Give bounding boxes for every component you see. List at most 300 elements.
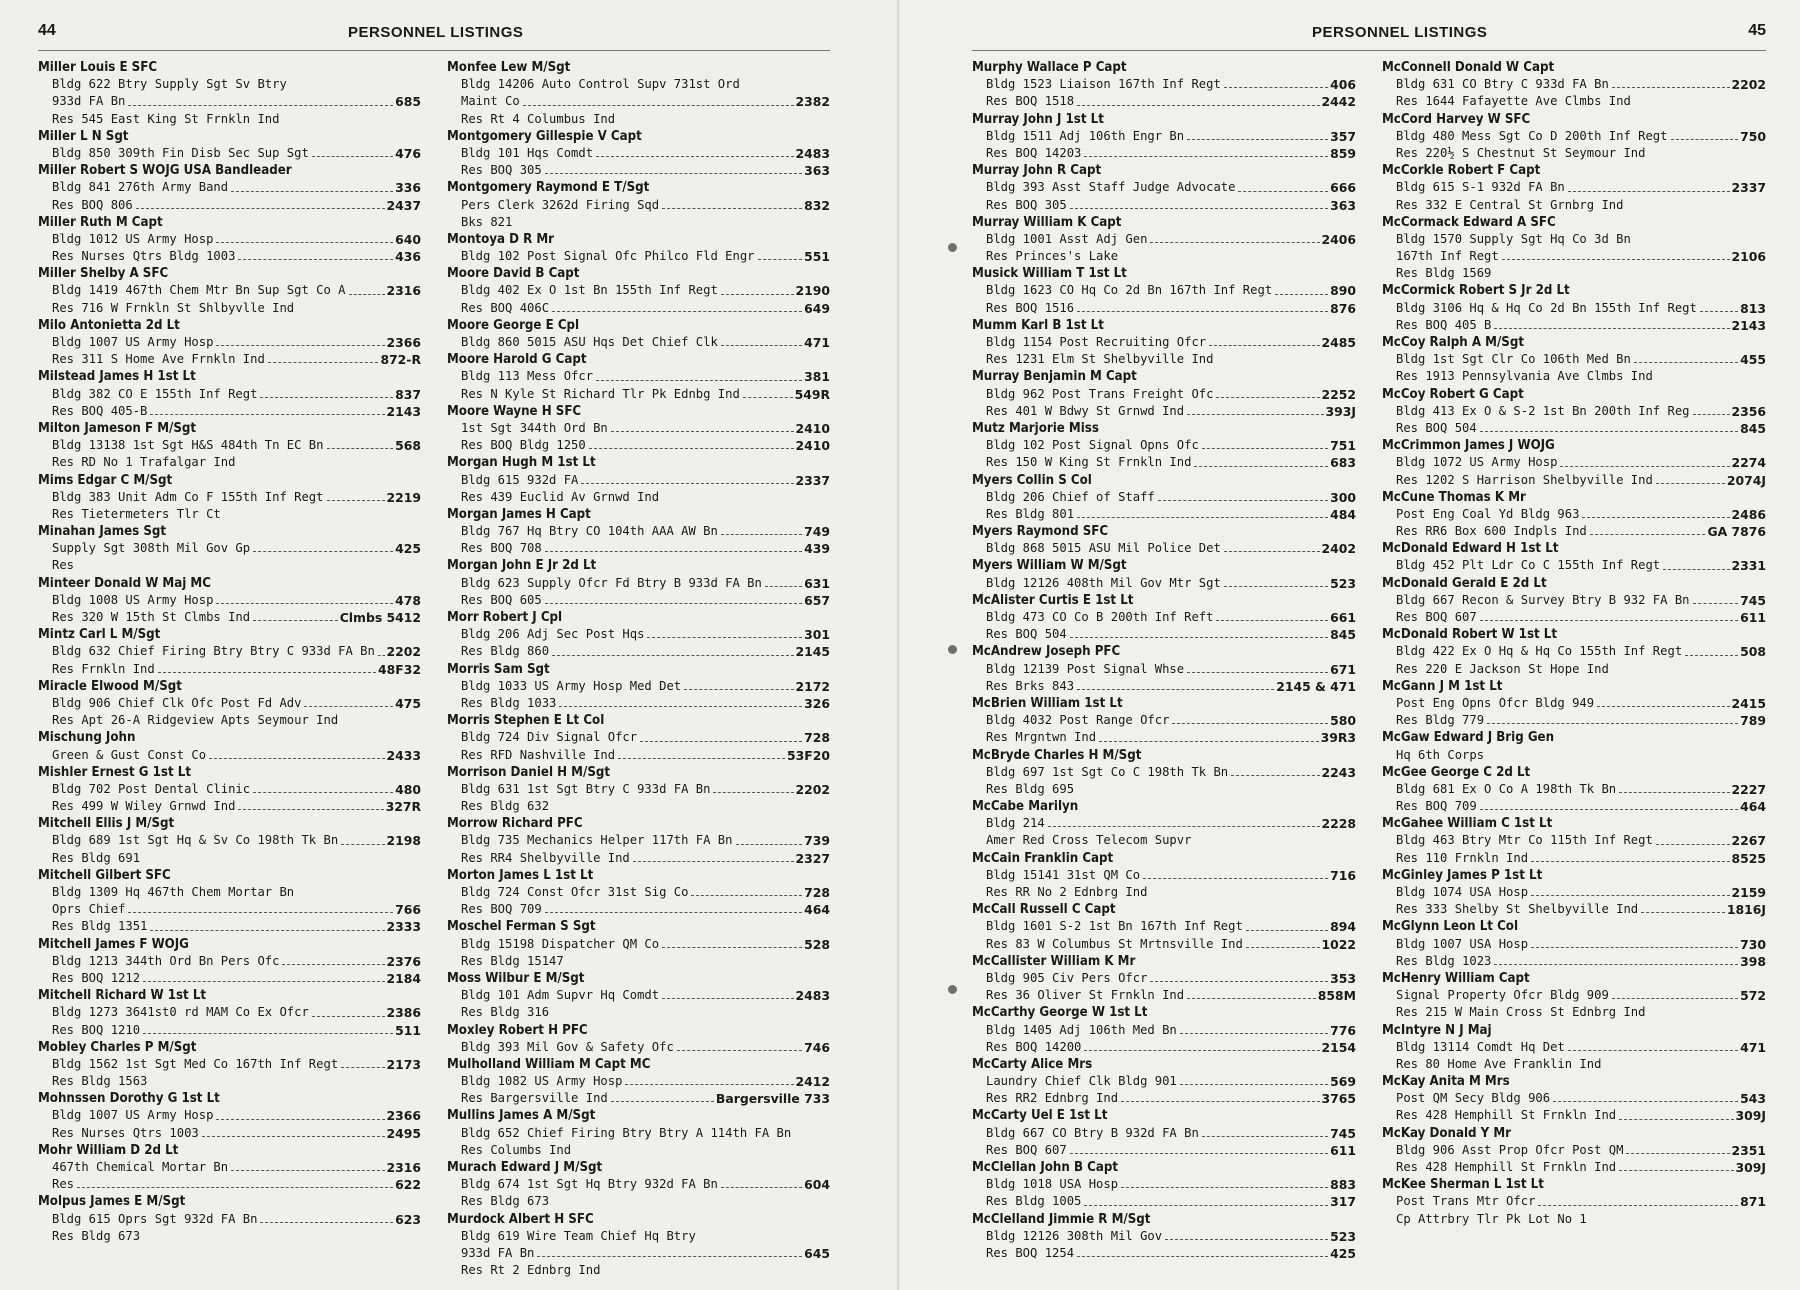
entry-detail: Supply Sgt 308th Mil Gov Gp	[52, 541, 251, 556]
entry-detail: Res BOQ 1518	[986, 94, 1075, 109]
entry-detail: Res 1913 Pennsylvania Ave Clmbs Ind	[1396, 369, 1653, 384]
dot-leader	[545, 540, 802, 552]
listing-entry	[38, 1193, 421, 1245]
dot-leader	[216, 334, 384, 346]
entry-detail: Bldg 841 276th Army Band	[52, 180, 229, 195]
phone-extension: 2145 & 471	[1276, 678, 1356, 694]
phone-extension: 523	[1330, 575, 1356, 591]
dot-leader	[1224, 76, 1328, 88]
dot-leader	[268, 351, 379, 363]
entry-detail: Res Princes's Lake	[986, 249, 1119, 264]
entry-detail: Bldg 623 Supply Ofcr Fd Btry B 933d FA Bn	[461, 575, 762, 590]
entry-detail-line	[972, 76, 1356, 93]
entry-detail-line	[972, 575, 1356, 592]
entry-detail: Bldg 735 Mechanics Helper 117th FA Bn	[461, 833, 733, 848]
entry-detail: Res RR6 Box 600 Indpls Ind	[1396, 524, 1587, 539]
listing-entry	[447, 661, 830, 713]
entry-detail: Res	[52, 1177, 75, 1192]
dot-leader	[238, 248, 393, 260]
page-title: PERSONNEL LISTINGS	[348, 24, 524, 41]
dot-leader	[618, 747, 785, 759]
entry-name: Minahan James Sgt	[38, 524, 167, 540]
entry-detail-line	[38, 248, 421, 265]
entry-detail-line	[972, 987, 1356, 1004]
entry-detail-line	[447, 643, 830, 660]
entry-detail: Bldg 102 Post Signal Opns Ofc	[986, 438, 1199, 453]
dot-leader	[1216, 386, 1319, 398]
entry-name: Mischung John	[38, 730, 136, 746]
phone-extension: 2333	[386, 919, 421, 935]
entry-detail-line	[1382, 643, 1766, 660]
entry-detail-line	[1382, 1211, 1766, 1228]
entry-name: McCune Thomas K Mr	[1382, 489, 1526, 505]
entry-detail-line	[972, 609, 1356, 626]
entry-detail: Res BOQ 406C	[461, 300, 550, 315]
entry-detail-line	[447, 214, 830, 231]
entry-detail: Laundry Chief Clk Bldg 901	[986, 1074, 1177, 1089]
entry-detail-line	[447, 437, 830, 454]
entry-detail-line	[972, 970, 1356, 987]
entry-detail: Res BOQ 1254	[986, 1245, 1075, 1260]
phone-extension: 730	[1740, 936, 1766, 952]
entry-name: Montgomery Raymond E T/Sgt	[447, 180, 650, 196]
phone-extension: 883	[1330, 1177, 1356, 1193]
entry-detail: Bldg 1562 1st Sgt Med Co 167th Inf Regt	[52, 1056, 339, 1071]
entry-detail: Res Bldg 1033	[461, 695, 557, 710]
entry-detail: Bldg 383 Unit Adm Co F 155th Inf Regt	[52, 489, 324, 504]
entry-detail-line	[447, 901, 830, 918]
entry-detail: Res 428 Hemphill St Frnkln Ind	[1396, 1160, 1617, 1174]
phone-extension: 357	[1330, 128, 1356, 144]
listing-entry	[972, 1211, 1356, 1263]
entry-detail-line	[38, 1211, 421, 1228]
dot-leader	[677, 1039, 802, 1051]
listing-entry	[1382, 678, 1766, 730]
entry-detail-line	[447, 626, 830, 643]
phone-extension: 604	[804, 1177, 830, 1193]
entry-detail: Res Brks 843	[986, 678, 1075, 693]
binding-hole-mark	[948, 645, 957, 654]
listing-columns	[38, 59, 830, 1279]
entry-detail: Bldg 206 Adj Sec Post Hqs	[461, 627, 645, 642]
phone-extension: 475	[395, 695, 421, 711]
entry-detail-line	[972, 712, 1356, 729]
dot-leader	[1084, 145, 1328, 157]
phone-extension: 2202	[1731, 77, 1766, 93]
dot-leader	[1194, 454, 1328, 466]
entry-detail-line	[38, 76, 421, 93]
phone-extension: 2243	[1321, 764, 1356, 780]
entry-name: Morrison Daniel H M/Sgt	[447, 764, 611, 780]
entry-name: McDonald Gerald E 2d Lt	[1382, 575, 1547, 591]
dot-leader	[312, 145, 393, 157]
phone-extension: 2376	[386, 953, 421, 969]
phone-extension: 2366	[386, 335, 421, 350]
listing-entry	[972, 523, 1356, 557]
entry-detail-line	[1382, 351, 1766, 368]
entry-detail: Bldg 102 Post Signal Ofc Philco Fld Engr	[461, 249, 755, 264]
listing-columns	[972, 59, 1766, 1262]
entry-name: Milo Antonietta 2d Lt	[38, 317, 180, 333]
entry-name: Morgan John E Jr 2d Lt	[447, 558, 597, 574]
phone-extension: 464	[1740, 799, 1766, 815]
entry-detail: Bldg 1008 US Army Hosp	[52, 592, 214, 607]
entry-name: Milton Jameson F M/Sgt	[38, 420, 197, 436]
entry-name: Murach Edward J M/Sgt	[447, 1160, 603, 1175]
entry-detail: Bldg 667 CO Btry B 932d FA Bn	[986, 1125, 1199, 1140]
listing-entry	[1382, 970, 1766, 1022]
listing-entry	[1382, 59, 1766, 111]
phone-extension: 2227	[1731, 781, 1766, 797]
entry-detail: Res Bldg 801	[986, 506, 1075, 521]
listing-entry	[38, 523, 421, 575]
listing-entry	[972, 850, 1356, 902]
entry-detail: Bks 821	[461, 214, 513, 229]
entry-name: McAndrew Joseph PFC	[972, 644, 1121, 660]
phone-extension: 511	[395, 1022, 421, 1038]
entry-detail-line	[1382, 936, 1766, 953]
entry-name: Mitchell Ellis J M/Sgt	[38, 816, 175, 832]
dot-leader	[1480, 420, 1738, 432]
entry-detail: Res Nurses Qtrs Bldg 1003	[52, 249, 236, 264]
entry-name: Morton James L 1st Lt	[447, 867, 594, 883]
entry-detail-line	[1382, 403, 1766, 420]
entry-detail-line	[447, 575, 830, 592]
entry-detail-line	[38, 93, 421, 110]
entry-detail-line	[38, 334, 421, 351]
entry-detail-line	[1382, 93, 1766, 110]
entry-detail: Res 110 Frnkln Ind	[1396, 850, 1529, 865]
listing-entry	[972, 111, 1356, 163]
phone-extension: 2437	[386, 197, 421, 213]
listing-entry	[38, 59, 421, 128]
phone-extension: 580	[1330, 713, 1356, 729]
listing-entry	[447, 712, 830, 764]
phone-extension: 645	[804, 1245, 830, 1261]
listing-entry	[1382, 111, 1766, 163]
entry-detail: Bldg 667 Recon & Survey Btry B 932 FA Bn	[1396, 592, 1690, 607]
dot-leader	[589, 437, 794, 449]
entry-detail: Res Frnkln Ind	[52, 661, 155, 676]
entry-name: Mobley Charles P M/Sgt	[38, 1039, 197, 1055]
dot-leader	[1231, 764, 1319, 776]
entry-detail: 467th Chemical Mortar Bn	[52, 1160, 229, 1174]
phone-extension: 2190	[795, 283, 830, 299]
entry-detail: Bldg 631 CO Btry C 933d FA Bn	[1396, 77, 1609, 92]
phone-extension: 649	[804, 300, 830, 316]
entry-name: McHenry William Capt	[1382, 970, 1530, 986]
entry-detail-line	[447, 987, 830, 1004]
entry-detail-line	[1382, 76, 1766, 93]
entry-detail: Res BOQ 504	[1396, 420, 1477, 435]
entry-detail-line	[38, 712, 421, 729]
entry-detail: Bldg 463 Btry Mtr Co 115th Inf Regt	[1396, 833, 1653, 848]
dot-leader	[216, 231, 393, 243]
entry-detail: Bldg 1273 3641st0 rd MAM Co Ex Ofcr	[52, 1005, 309, 1020]
entry-name: McDonald Robert W 1st Lt	[1382, 627, 1558, 643]
listing-column	[38, 59, 421, 1279]
entry-detail: Green & Gust Const Co	[52, 747, 207, 762]
entry-detail-line	[447, 729, 830, 746]
entry-detail-line	[972, 437, 1356, 454]
entry-name: McBrien William 1st Lt	[972, 695, 1123, 711]
entry-detail-line	[38, 231, 421, 248]
phone-extension: 3765	[1321, 1091, 1356, 1107]
dot-leader	[1494, 317, 1729, 329]
entry-detail-line	[38, 850, 421, 867]
entry-detail-line	[447, 592, 830, 609]
entry-detail-line	[1382, 661, 1766, 678]
entry-name: Morgan James H Capt	[447, 506, 591, 522]
entry-detail-line	[38, 592, 421, 609]
dot-leader	[581, 472, 793, 484]
phone-extension: 480	[395, 781, 421, 797]
entry-name: McKay Anita M Mrs	[1382, 1074, 1510, 1090]
listing-entry	[447, 764, 830, 816]
dot-leader	[1671, 128, 1739, 140]
phone-extension: 439	[804, 541, 830, 557]
entry-detail-line	[38, 540, 421, 557]
phone-extension: 2410	[795, 438, 830, 454]
phone-extension: 716	[1330, 867, 1356, 883]
entry-detail: Bldg 15198 Dispatcher QM Co	[461, 936, 660, 951]
phone-extension: 661	[1330, 610, 1356, 625]
page-title: PERSONNEL LISTINGS	[1312, 24, 1488, 41]
entry-detail: Res 333 Shelby St Shelbyville Ind	[1396, 902, 1639, 917]
entry-detail-line	[972, 764, 1356, 781]
entry-name: McGaw Edward J Brig Gen	[1382, 730, 1555, 746]
entry-name: Moschel Ferman S Sgt	[447, 919, 596, 935]
entry-detail: Post QM Secy Bldg 906	[1396, 1091, 1551, 1106]
entry-detail: Res 439 Euclid Av Grnwd Ind	[461, 489, 660, 504]
dot-leader	[721, 523, 802, 535]
listing-entry	[972, 747, 1356, 799]
phone-extension: 406	[1330, 77, 1356, 93]
phone-extension: 745	[1740, 592, 1766, 608]
entry-detail: Bldg 697 1st Sgt Co C 198th Tk Bn	[986, 764, 1229, 779]
dot-leader	[1685, 643, 1738, 655]
entry-detail-line	[447, 334, 830, 351]
entry-detail-line	[972, 334, 1356, 351]
dot-leader	[349, 282, 385, 294]
phone-extension: 48F32	[378, 661, 421, 677]
phone-extension: 309J	[1735, 1108, 1766, 1124]
phone-extension: 2184	[386, 970, 421, 986]
entry-name: McCabe Marilyn	[972, 799, 1079, 815]
listing-entry	[38, 214, 421, 266]
dot-leader	[633, 850, 794, 862]
phone-extension: 845	[1740, 420, 1766, 436]
entry-name: Moore David B Capt	[447, 266, 580, 282]
dot-leader	[327, 489, 385, 501]
entry-detail-line	[447, 781, 830, 798]
entry-detail-line	[38, 884, 421, 901]
phone-extension: 671	[1330, 661, 1356, 677]
phone-extension: 2410	[795, 420, 830, 436]
phone-extension: 2327	[795, 850, 830, 866]
entry-detail: Cp Attrbry Tlr Pk Lot No 1	[1396, 1211, 1587, 1226]
entry-detail-line	[1382, 523, 1766, 540]
entry-detail-line	[447, 1004, 830, 1021]
entry-detail-line	[1382, 695, 1766, 712]
entry-detail-line	[38, 282, 421, 299]
listing-entry	[447, 1056, 830, 1108]
entry-detail-line	[972, 197, 1356, 214]
dot-leader	[625, 1073, 793, 1085]
entry-name: Mullins James A M/Sgt	[447, 1108, 596, 1124]
dot-leader	[1070, 1142, 1328, 1154]
entry-detail-line	[38, 300, 421, 317]
phone-extension: 2356	[1731, 403, 1766, 419]
entry-detail: Res Rt 4 Columbus Ind	[461, 111, 616, 126]
phone-extension: 353	[1330, 970, 1356, 986]
phone-extension: 363	[804, 163, 830, 179]
entry-detail: Res 80 Home Ave Franklin Ind	[1396, 1056, 1602, 1071]
entry-detail: Res 220 E Jackson St Hope Ind	[1396, 661, 1609, 676]
entry-detail-line	[447, 93, 830, 110]
phone-extension: 301	[804, 627, 830, 643]
phone-extension: 327R	[385, 799, 421, 815]
dot-leader	[736, 832, 803, 844]
dot-leader	[1224, 540, 1320, 552]
entry-detail-line	[447, 798, 830, 815]
entry-name: Mitchell James F WOJG	[38, 936, 189, 952]
entry-detail: Res Bldg 779	[1396, 713, 1485, 728]
phone-extension: 2351	[1731, 1142, 1766, 1158]
phone-extension: 745	[1330, 1125, 1356, 1141]
phone-extension: 2337	[795, 472, 830, 488]
entry-detail-line	[1382, 1090, 1766, 1107]
dot-leader	[77, 1176, 393, 1188]
dot-leader	[1238, 179, 1328, 191]
dot-leader	[216, 1107, 384, 1119]
entry-detail-line	[38, 609, 421, 626]
phone-extension: 776	[1330, 1022, 1356, 1038]
entry-detail-line	[1382, 1193, 1766, 1210]
entry-detail: Bldg 12126 408th Mil Gov Mtr Sgt	[986, 575, 1221, 590]
entry-detail: Bldg 724 Const Ofcr 31st Sig Co	[461, 885, 689, 899]
dot-leader	[282, 953, 384, 965]
dot-leader	[1150, 970, 1328, 982]
listing-entry	[38, 575, 421, 627]
entry-name: Murdock Albert H SFC	[447, 1211, 594, 1227]
entry-detail-line	[1382, 368, 1766, 385]
phone-extension: 894	[1330, 919, 1356, 935]
phone-extension: 666	[1330, 180, 1356, 196]
entry-detail-line	[1382, 454, 1766, 471]
phone-extension: 398	[1740, 953, 1766, 969]
entry-detail: Res BOQ 607	[986, 1142, 1067, 1157]
phone-extension: 2145	[795, 644, 830, 660]
dot-leader	[1224, 575, 1328, 587]
dot-leader	[1158, 489, 1328, 501]
entry-name: Monfee Lew M/Sgt	[447, 60, 571, 75]
entry-detail-line	[972, 867, 1356, 884]
entry-detail: Bldg 3106 Hq & Hq Co 2d Bn 155th Inf Regt	[1396, 300, 1697, 315]
entry-detail-line	[972, 93, 1356, 110]
dot-leader	[1150, 231, 1319, 243]
entry-name: Miller Louis E SFC	[38, 60, 158, 75]
entry-detail: Bldg 13138 1st Sgt H&S 484th Tn EC Bn	[52, 438, 324, 453]
entry-detail-line	[38, 557, 421, 574]
entry-detail-line	[1382, 987, 1766, 1004]
entry-name: McConnell Donald W Capt	[1382, 60, 1555, 75]
dot-leader	[647, 626, 802, 638]
entry-detail: Bldg 619 Wire Team Chief Hq Btry	[461, 1228, 696, 1243]
entry-detail: Bldg 452 Plt Ldr Co C 155th Inf Regt	[1396, 558, 1661, 573]
entry-detail-line	[972, 128, 1356, 145]
dot-leader	[1502, 248, 1730, 260]
entry-detail-line	[1382, 592, 1766, 609]
entry-detail: Res 716 W Frnkln St Shlbyvlle Ind	[52, 300, 295, 315]
entry-detail: Bldg 1007 USA Hosp	[1396, 936, 1529, 951]
dot-leader	[640, 729, 802, 741]
phone-extension: 2202	[386, 644, 421, 660]
listing-entry	[447, 128, 830, 180]
entry-detail: Bldg 1082 US Army Hosp	[461, 1074, 623, 1089]
entry-detail: Bldg 4032 Post Range Ofcr	[986, 713, 1170, 728]
phone-extension: 2366	[386, 1108, 421, 1124]
listing-entry	[1382, 867, 1766, 919]
entry-detail: Res 83 W Columbus St Mrtnsville Ind	[986, 936, 1243, 951]
entry-name: McCord Harvey W SFC	[1382, 111, 1531, 127]
phone-extension: 2172	[795, 678, 830, 694]
dot-leader	[1202, 1125, 1328, 1137]
entry-name: Miller Robert S WOJG USA Bandleader	[38, 163, 292, 179]
entry-name: Murray William K Capt	[972, 214, 1122, 230]
dot-leader	[596, 368, 802, 380]
entry-name: Miller Ruth M Capt	[38, 214, 163, 230]
phone-extension: 2252	[1321, 386, 1356, 402]
phone-extension: 336	[395, 180, 421, 196]
phone-extension: 2143	[1731, 317, 1766, 333]
listing-entry	[972, 1004, 1356, 1056]
entry-detail-line	[447, 368, 830, 385]
phone-extension: 569	[1330, 1074, 1356, 1090]
entry-detail-line	[972, 1142, 1356, 1159]
listing-entry	[447, 918, 830, 970]
dot-leader	[1626, 1142, 1729, 1154]
entry-detail-line	[972, 729, 1356, 746]
entry-detail: Post Eng Coal Yd Bldg 963	[1396, 506, 1580, 521]
entry-detail-line	[447, 1193, 830, 1210]
entry-detail-line	[972, 506, 1356, 523]
dot-leader	[765, 575, 802, 587]
listing-entry	[1382, 386, 1766, 438]
dot-leader	[1187, 661, 1328, 673]
phone-extension: 766	[395, 902, 421, 918]
entry-detail: Res RR4 Shelbyville Ind	[461, 850, 630, 865]
dot-leader	[1656, 832, 1730, 844]
entry-detail: Res 215 W Main Cross St Ednbrg Ind	[1396, 1005, 1646, 1020]
dot-leader	[545, 901, 802, 913]
entry-detail-line	[1382, 712, 1766, 729]
entry-detail-line	[1382, 197, 1766, 214]
entry-detail: Bldg 1007 US Army Hosp	[52, 335, 214, 349]
listing-entry	[972, 265, 1356, 317]
phone-extension: 2143	[386, 403, 421, 419]
listing-entry	[972, 953, 1356, 1005]
entry-detail-line	[38, 1125, 421, 1142]
entry-detail: Res Bldg 1569	[1396, 266, 1492, 281]
entry-name: Murray Benjamin M Capt	[972, 369, 1137, 385]
phone-extension: 2219	[386, 489, 421, 505]
entry-detail: Hq 6th Corps	[1396, 747, 1485, 762]
phone-extension: 2402	[1321, 541, 1356, 557]
entry-detail: Res 401 W Bdwy St Grnwd Ind	[986, 403, 1185, 418]
listing-entry	[972, 368, 1356, 420]
entry-name: McCallister William K Mr	[972, 953, 1136, 969]
